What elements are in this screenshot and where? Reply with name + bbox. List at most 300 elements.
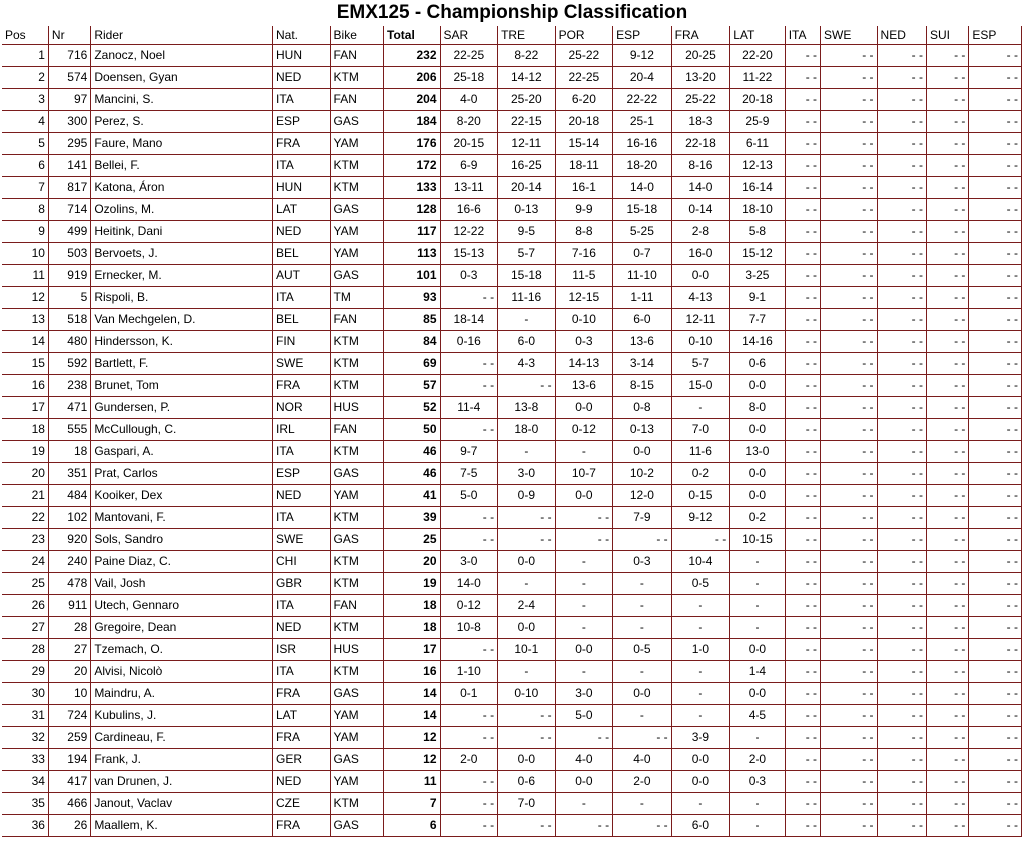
bike-cell: YAM bbox=[330, 484, 383, 506]
race-result-cell: 16-6 bbox=[440, 198, 498, 220]
race-result-cell: - - bbox=[927, 572, 969, 594]
rider-cell: Gundersen, P. bbox=[91, 396, 273, 418]
race-result-cell: - - bbox=[877, 66, 926, 88]
race-result-cell: 13-6 bbox=[613, 330, 672, 352]
total-cell: 25 bbox=[384, 528, 441, 550]
race-result-cell: - - bbox=[821, 550, 878, 572]
number-cell: 295 bbox=[48, 132, 90, 154]
race-result-cell: - - bbox=[821, 638, 878, 660]
race-result-cell: - - bbox=[969, 44, 1022, 66]
bike-cell: KTM bbox=[330, 374, 383, 396]
race-result-cell: - - bbox=[927, 374, 969, 396]
race-result-cell: 12-15 bbox=[555, 286, 613, 308]
race-result-cell: - - bbox=[877, 638, 926, 660]
table-row bbox=[2, 770, 1022, 792]
bike-cell: YAM bbox=[330, 704, 383, 726]
table-row bbox=[2, 176, 1022, 198]
race-result-cell: 22-22 bbox=[613, 88, 672, 110]
race-result-cell: - bbox=[613, 792, 672, 814]
table-row bbox=[2, 66, 1022, 88]
race-result-cell: 0-0 bbox=[498, 550, 556, 572]
total-cell: 20 bbox=[384, 550, 441, 572]
race-result-cell: - - bbox=[927, 418, 969, 440]
race-result-cell: - - bbox=[877, 704, 926, 726]
race-result-cell: - - bbox=[877, 264, 926, 286]
nat-cell: ESP bbox=[273, 110, 331, 132]
race-result-cell: 12-13 bbox=[730, 154, 786, 176]
nat-cell: BEL bbox=[273, 308, 331, 330]
total-cell: 184 bbox=[384, 110, 441, 132]
race-result-cell: 0-0 bbox=[671, 264, 730, 286]
race-result-cell: - - bbox=[969, 198, 1022, 220]
race-result-cell: - - bbox=[877, 352, 926, 374]
race-result-cell: 16-1 bbox=[555, 176, 613, 198]
race-result-cell: 5-0 bbox=[440, 484, 498, 506]
table-row bbox=[2, 660, 1022, 682]
race-result-cell: 16-25 bbox=[498, 154, 556, 176]
race-result-cell: - - bbox=[969, 308, 1022, 330]
race-result-cell: - - bbox=[927, 154, 969, 176]
bike-cell: FAN bbox=[330, 88, 383, 110]
race-result-cell: - - bbox=[877, 462, 926, 484]
total-cell: 6 bbox=[384, 814, 441, 836]
race-result-cell: - - bbox=[927, 462, 969, 484]
race-result-cell: - - bbox=[877, 330, 926, 352]
race-result-cell: - - bbox=[877, 506, 926, 528]
race-result-cell: - - bbox=[785, 110, 820, 132]
number-cell: 466 bbox=[48, 792, 90, 814]
race-result-cell: - - bbox=[613, 528, 672, 550]
nat-cell: CHI bbox=[273, 550, 331, 572]
table-row bbox=[2, 572, 1022, 594]
race-result-cell: - - bbox=[927, 594, 969, 616]
race-result-cell: 18-0 bbox=[498, 418, 556, 440]
number-cell: 300 bbox=[48, 110, 90, 132]
race-result-cell: - - bbox=[927, 66, 969, 88]
race-result-cell: - bbox=[671, 594, 730, 616]
table-row bbox=[2, 330, 1022, 352]
race-result-cell: 6-0 bbox=[498, 330, 556, 352]
race-result-cell: - - bbox=[969, 440, 1022, 462]
race-result-cell: - - bbox=[969, 242, 1022, 264]
number-cell: 503 bbox=[48, 242, 90, 264]
number-cell: 26 bbox=[48, 814, 90, 836]
race-result-cell: - - bbox=[440, 352, 498, 374]
race-result-cell: - - bbox=[927, 396, 969, 418]
race-result-cell: 18-20 bbox=[613, 154, 672, 176]
race-result-cell: - - bbox=[969, 506, 1022, 528]
race-result-cell: 0-2 bbox=[730, 506, 786, 528]
race-result-cell: 13-11 bbox=[440, 176, 498, 198]
race-result-cell: - - bbox=[877, 616, 926, 638]
race-result-cell: - - bbox=[498, 726, 556, 748]
race-result-cell: 14-13 bbox=[555, 352, 613, 374]
race-result-cell: - - bbox=[785, 638, 820, 660]
table-row bbox=[2, 198, 1022, 220]
rider-cell: van Drunen, J. bbox=[91, 770, 273, 792]
race-result-cell: 11-10 bbox=[613, 264, 672, 286]
race-result-cell: 13-6 bbox=[555, 374, 613, 396]
race-result-cell: - - bbox=[440, 704, 498, 726]
number-cell: 20 bbox=[48, 660, 90, 682]
race-result-cell: - - bbox=[969, 814, 1022, 836]
race-result-cell: - - bbox=[555, 528, 613, 550]
total-cell: 18 bbox=[384, 594, 441, 616]
pos-cell: 17 bbox=[2, 396, 48, 418]
race-result-cell: 25-22 bbox=[555, 44, 613, 66]
race-result-cell: - bbox=[613, 704, 672, 726]
race-result-cell: - - bbox=[821, 176, 878, 198]
table-row bbox=[2, 792, 1022, 814]
race-result-cell: - - bbox=[927, 704, 969, 726]
rider-cell: Bartlett, F. bbox=[91, 352, 273, 374]
race-result-cell: 15-0 bbox=[671, 374, 730, 396]
race-result-cell: 8-20 bbox=[440, 110, 498, 132]
race-result-cell: - bbox=[555, 792, 613, 814]
table-row bbox=[2, 462, 1022, 484]
race-result-cell: 22-18 bbox=[671, 132, 730, 154]
race-result-cell: - - bbox=[821, 132, 878, 154]
nat-cell: NED bbox=[273, 770, 331, 792]
race-result-cell: - - bbox=[877, 132, 926, 154]
race-result-cell: - - bbox=[877, 770, 926, 792]
race-result-cell: - - bbox=[785, 616, 820, 638]
race-result-cell: - - bbox=[969, 352, 1022, 374]
race-result-cell: - - bbox=[821, 528, 878, 550]
rider-cell: Kubulins, J. bbox=[91, 704, 273, 726]
race-result-cell: - - bbox=[440, 770, 498, 792]
race-result-cell: 5-7 bbox=[498, 242, 556, 264]
race-result-cell: - - bbox=[877, 748, 926, 770]
race-result-cell: - - bbox=[821, 396, 878, 418]
race-result-cell: - - bbox=[821, 792, 878, 814]
total-cell: 69 bbox=[384, 352, 441, 374]
total-cell: 84 bbox=[384, 330, 441, 352]
table-row bbox=[2, 594, 1022, 616]
race-result-cell: 0-10 bbox=[498, 682, 556, 704]
race-result-cell: - - bbox=[785, 484, 820, 506]
race-result-cell: 0-7 bbox=[613, 242, 672, 264]
race-result-cell: 7-0 bbox=[498, 792, 556, 814]
number-cell: 471 bbox=[48, 396, 90, 418]
total-cell: 50 bbox=[384, 418, 441, 440]
number-cell: 238 bbox=[48, 374, 90, 396]
race-result-cell: - - bbox=[927, 220, 969, 242]
race-result-cell: 0-12 bbox=[440, 594, 498, 616]
header-row bbox=[2, 26, 1022, 44]
race-result-cell: - - bbox=[927, 110, 969, 132]
race-result-cell: - - bbox=[785, 352, 820, 374]
race-result-cell: - - bbox=[969, 176, 1022, 198]
race-result-cell: 25-1 bbox=[613, 110, 672, 132]
race-result-cell: 14-0 bbox=[613, 176, 672, 198]
col-race-esp: ESP bbox=[613, 26, 672, 44]
race-result-cell: - - bbox=[440, 286, 498, 308]
race-result-cell: - - bbox=[969, 726, 1022, 748]
race-result-cell: 6-11 bbox=[730, 132, 786, 154]
race-result-cell: - - bbox=[927, 44, 969, 66]
total-cell: 41 bbox=[384, 484, 441, 506]
pos-cell: 1 bbox=[2, 44, 48, 66]
race-result-cell: - bbox=[613, 616, 672, 638]
race-result-cell: - - bbox=[785, 176, 820, 198]
nat-cell: SWE bbox=[273, 528, 331, 550]
race-result-cell: 20-18 bbox=[730, 88, 786, 110]
race-result-cell: - bbox=[613, 572, 672, 594]
bike-cell: KTM bbox=[330, 330, 383, 352]
pos-cell: 5 bbox=[2, 132, 48, 154]
race-result-cell: 22-15 bbox=[498, 110, 556, 132]
race-result-cell: - bbox=[730, 550, 786, 572]
race-result-cell: 0-3 bbox=[730, 770, 786, 792]
pos-cell: 28 bbox=[2, 638, 48, 660]
rider-cell: McCullough, C. bbox=[91, 418, 273, 440]
race-result-cell: - - bbox=[927, 682, 969, 704]
table-row bbox=[2, 682, 1022, 704]
race-result-cell: - - bbox=[877, 682, 926, 704]
nat-cell: ESP bbox=[273, 462, 331, 484]
race-result-cell: - - bbox=[877, 220, 926, 242]
race-result-cell: - - bbox=[927, 132, 969, 154]
race-result-cell: - bbox=[671, 682, 730, 704]
nat-cell: ITA bbox=[273, 154, 331, 176]
rider-cell: Maallem, K. bbox=[91, 814, 273, 836]
number-cell: 574 bbox=[48, 66, 90, 88]
race-result-cell: - - bbox=[877, 110, 926, 132]
race-result-cell: - - bbox=[969, 396, 1022, 418]
pos-cell: 4 bbox=[2, 110, 48, 132]
col-race-sui: SUI bbox=[927, 26, 969, 44]
nat-cell: ITA bbox=[273, 660, 331, 682]
pos-cell: 6 bbox=[2, 154, 48, 176]
race-result-cell: 6-20 bbox=[555, 88, 613, 110]
race-result-cell: 16-0 bbox=[671, 242, 730, 264]
race-result-cell: - - bbox=[969, 594, 1022, 616]
race-result-cell: 0-0 bbox=[498, 616, 556, 638]
race-result-cell: 2-0 bbox=[440, 748, 498, 770]
nat-cell: NOR bbox=[273, 396, 331, 418]
race-result-cell: - - bbox=[821, 66, 878, 88]
pos-cell: 18 bbox=[2, 418, 48, 440]
race-result-cell: - - bbox=[969, 572, 1022, 594]
table-row bbox=[2, 242, 1022, 264]
race-result-cell: - - bbox=[877, 660, 926, 682]
bike-cell: HUS bbox=[330, 396, 383, 418]
race-result-cell: 0-6 bbox=[730, 352, 786, 374]
bike-cell: GAS bbox=[330, 462, 383, 484]
race-result-cell: 20-15 bbox=[440, 132, 498, 154]
race-result-cell: 20-14 bbox=[498, 176, 556, 198]
bike-cell: KTM bbox=[330, 506, 383, 528]
race-result-cell: - - bbox=[440, 638, 498, 660]
col-race-lat: LAT bbox=[730, 26, 786, 44]
race-result-cell: 0-0 bbox=[730, 682, 786, 704]
race-result-cell: 0-14 bbox=[671, 198, 730, 220]
number-cell: 27 bbox=[48, 638, 90, 660]
table-row bbox=[2, 550, 1022, 572]
race-result-cell: - - bbox=[785, 330, 820, 352]
number-cell: 714 bbox=[48, 198, 90, 220]
bike-cell: GAS bbox=[330, 814, 383, 836]
pos-cell: 33 bbox=[2, 748, 48, 770]
bike-cell: TM bbox=[330, 286, 383, 308]
race-result-cell: - - bbox=[969, 88, 1022, 110]
race-result-cell: - bbox=[498, 308, 556, 330]
number-cell: 724 bbox=[48, 704, 90, 726]
race-result-cell: - - bbox=[877, 594, 926, 616]
bike-cell: KTM bbox=[330, 440, 383, 462]
race-result-cell: 20-18 bbox=[555, 110, 613, 132]
pos-cell: 19 bbox=[2, 440, 48, 462]
col-pos: Pos bbox=[2, 26, 48, 44]
race-result-cell: - - bbox=[821, 352, 878, 374]
race-result-cell: - - bbox=[821, 88, 878, 110]
bike-cell: GAS bbox=[330, 264, 383, 286]
race-result-cell: - - bbox=[969, 110, 1022, 132]
race-result-cell: - - bbox=[927, 792, 969, 814]
race-result-cell: 18-11 bbox=[555, 154, 613, 176]
total-cell: 39 bbox=[384, 506, 441, 528]
race-result-cell: 15-13 bbox=[440, 242, 498, 264]
total-cell: 101 bbox=[384, 264, 441, 286]
table-row bbox=[2, 110, 1022, 132]
race-result-cell: - - bbox=[671, 528, 730, 550]
race-result-cell: 14-0 bbox=[671, 176, 730, 198]
nat-cell: FRA bbox=[273, 814, 331, 836]
total-cell: 16 bbox=[384, 660, 441, 682]
race-result-cell: - - bbox=[927, 616, 969, 638]
race-result-cell: 7-0 bbox=[671, 418, 730, 440]
race-result-cell: 8-22 bbox=[498, 44, 556, 66]
bike-cell: KTM bbox=[330, 792, 383, 814]
race-result-cell: - - bbox=[440, 814, 498, 836]
rider-cell: Kooiker, Dex bbox=[91, 484, 273, 506]
race-result-cell: 5-8 bbox=[730, 220, 786, 242]
race-result-cell: 25-20 bbox=[498, 88, 556, 110]
race-result-cell: 10-8 bbox=[440, 616, 498, 638]
race-result-cell: 0-13 bbox=[498, 198, 556, 220]
race-result-cell: 1-4 bbox=[730, 660, 786, 682]
total-cell: 46 bbox=[384, 440, 441, 462]
race-result-cell: - - bbox=[821, 748, 878, 770]
total-cell: 85 bbox=[384, 308, 441, 330]
race-result-cell: - - bbox=[877, 242, 926, 264]
bike-cell: FAN bbox=[330, 418, 383, 440]
race-result-cell: - - bbox=[785, 814, 820, 836]
race-result-cell: - - bbox=[785, 726, 820, 748]
bike-cell: FAN bbox=[330, 594, 383, 616]
race-result-cell: - - bbox=[785, 88, 820, 110]
race-result-cell: - - bbox=[821, 704, 878, 726]
table-row bbox=[2, 264, 1022, 286]
nat-cell: FIN bbox=[273, 330, 331, 352]
race-result-cell: - bbox=[555, 440, 613, 462]
total-cell: 52 bbox=[384, 396, 441, 418]
race-result-cell: 20-4 bbox=[613, 66, 672, 88]
race-result-cell: - - bbox=[785, 154, 820, 176]
race-result-cell: - - bbox=[969, 682, 1022, 704]
bike-cell: KTM bbox=[330, 660, 383, 682]
race-result-cell: 11-4 bbox=[440, 396, 498, 418]
race-result-cell: - - bbox=[927, 242, 969, 264]
race-result-cell: - - bbox=[821, 660, 878, 682]
race-result-cell: - - bbox=[498, 506, 556, 528]
rider-cell: Gaspari, A. bbox=[91, 440, 273, 462]
rider-cell: Perez, S. bbox=[91, 110, 273, 132]
total-cell: 206 bbox=[384, 66, 441, 88]
table-row bbox=[2, 506, 1022, 528]
race-result-cell: - bbox=[730, 814, 786, 836]
race-result-cell: - - bbox=[785, 528, 820, 550]
col-race-sar: SAR bbox=[440, 26, 498, 44]
race-result-cell: - bbox=[671, 660, 730, 682]
race-result-cell: 0-0 bbox=[555, 484, 613, 506]
race-result-cell: 2-0 bbox=[613, 770, 672, 792]
race-result-cell: 4-0 bbox=[613, 748, 672, 770]
bike-cell: KTM bbox=[330, 550, 383, 572]
race-result-cell: - bbox=[730, 616, 786, 638]
race-result-cell: - - bbox=[877, 154, 926, 176]
race-result-cell: - - bbox=[785, 462, 820, 484]
race-result-cell: 11-22 bbox=[730, 66, 786, 88]
pos-cell: 16 bbox=[2, 374, 48, 396]
race-result-cell: 8-8 bbox=[555, 220, 613, 242]
race-result-cell: - - bbox=[877, 440, 926, 462]
table-row bbox=[2, 44, 1022, 66]
col-bike: Bike bbox=[330, 26, 383, 44]
rider-cell: Ozolins, M. bbox=[91, 198, 273, 220]
number-cell: 478 bbox=[48, 572, 90, 594]
race-result-cell: 12-11 bbox=[671, 308, 730, 330]
bike-cell: KTM bbox=[330, 176, 383, 198]
race-result-cell: - - bbox=[969, 462, 1022, 484]
rider-cell: Mantovani, F. bbox=[91, 506, 273, 528]
race-result-cell: 0-12 bbox=[555, 418, 613, 440]
nat-cell: ITA bbox=[273, 594, 331, 616]
race-result-cell: 3-25 bbox=[730, 264, 786, 286]
race-result-cell: 22-20 bbox=[730, 44, 786, 66]
nat-cell: LAT bbox=[273, 704, 331, 726]
race-result-cell: 14-16 bbox=[730, 330, 786, 352]
race-result-cell: - - bbox=[927, 88, 969, 110]
race-result-cell: - - bbox=[969, 264, 1022, 286]
rider-cell: Maindru, A. bbox=[91, 682, 273, 704]
race-result-cell: - bbox=[613, 660, 672, 682]
number-cell: 417 bbox=[48, 770, 90, 792]
race-result-cell: - - bbox=[821, 616, 878, 638]
race-result-cell: 7-5 bbox=[440, 462, 498, 484]
nat-cell: NED bbox=[273, 484, 331, 506]
classification-table bbox=[2, 26, 1022, 837]
table-body bbox=[2, 44, 1022, 836]
race-result-cell: - - bbox=[927, 770, 969, 792]
race-result-cell: 0-5 bbox=[613, 638, 672, 660]
number-cell: 194 bbox=[48, 748, 90, 770]
bike-cell: KTM bbox=[330, 572, 383, 594]
page-title: EMX125 - Championship Classification bbox=[336, 2, 688, 23]
race-result-cell: - bbox=[671, 616, 730, 638]
race-result-cell: - bbox=[613, 594, 672, 616]
rider-cell: Bervoets, J. bbox=[91, 242, 273, 264]
race-result-cell: - - bbox=[821, 374, 878, 396]
pos-cell: 31 bbox=[2, 704, 48, 726]
rider-cell: Ernecker, M. bbox=[91, 264, 273, 286]
col-race-ned: NED bbox=[877, 26, 926, 44]
pos-cell: 20 bbox=[2, 462, 48, 484]
race-result-cell: - bbox=[555, 660, 613, 682]
race-result-cell: - bbox=[555, 572, 613, 594]
total-cell: 11 bbox=[384, 770, 441, 792]
